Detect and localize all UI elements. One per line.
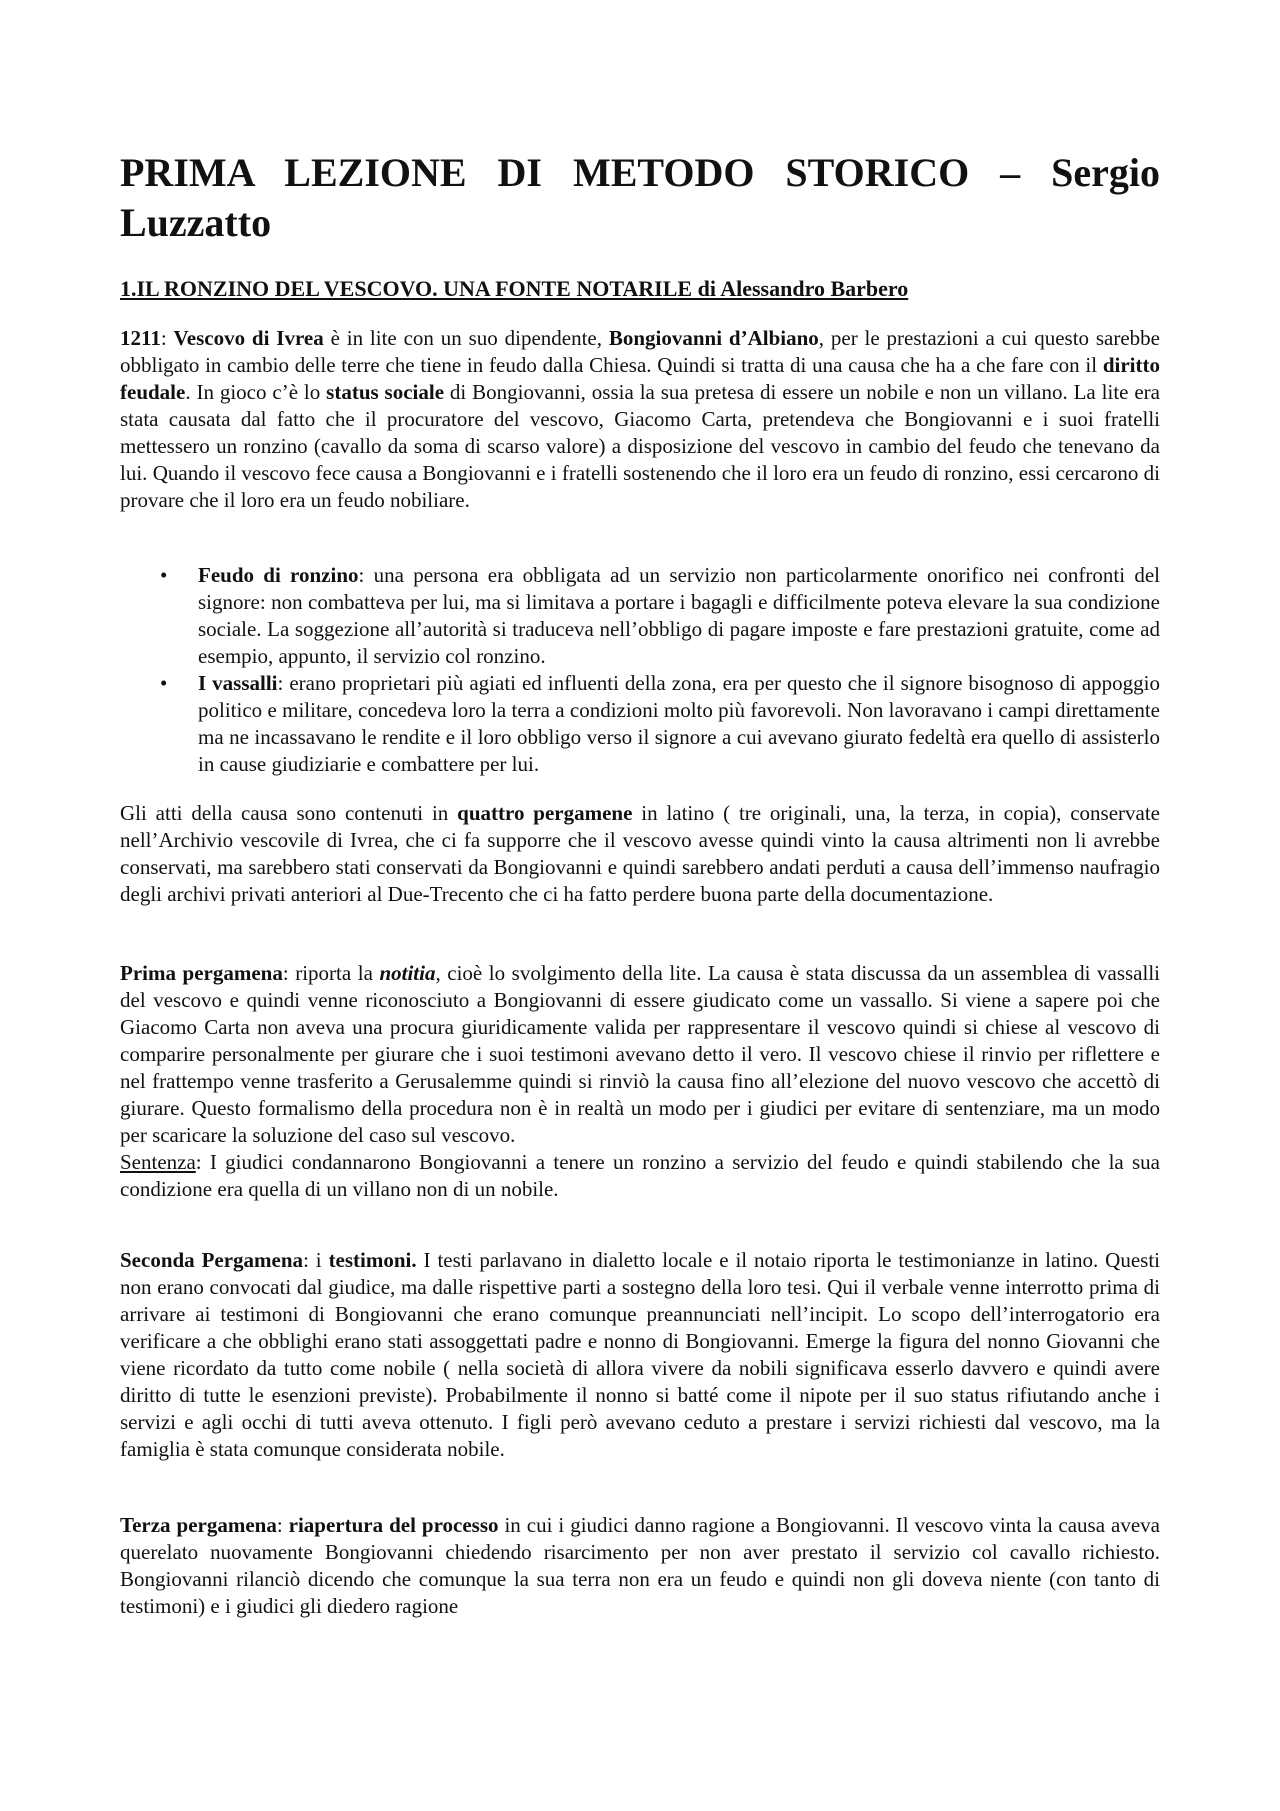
bullet-icon: • — [160, 563, 168, 587]
list-item-term: I vassalli — [198, 671, 278, 695]
four-parchments-term: quattro pergamene — [457, 801, 633, 825]
definitions-list-section — [120, 562, 1160, 778]
document-title: PRIMA LEZIONE DI METODO STORICO – Sergio Luzzatto — [120, 150, 1160, 245]
notitia-term: notitia — [379, 961, 436, 985]
sentenza-label: Sentenza — [120, 1150, 196, 1174]
list-item — [120, 562, 1160, 670]
atti-paragraph: Gli atti della causa sono contenuti in quattro pergamene in latino ( tre originali, una, la terza, in copia), conservate nell’Archivio vescovile di Ivrea, che ci fa supporre che il vescovo avesse quindi vinto la causa altrimenti non li avrebbe conservati, ma sarebbero stati conservati da Bongiovanni e quindi sarebbero andati perduti a causa dell’immenso naufragio degli archivi privati anteriori al Due-Trecento che ci ha fatto perdere buona parte della documentazione. — [120, 801, 1160, 906]
atti-section — [120, 800, 1160, 908]
chapter-heading: 1.IL RONZINO DEL VESCOVO. UNA FONTE NOTARILE di Alessandro Barbero — [120, 276, 909, 301]
terza-label: Terza pergamena — [120, 1513, 277, 1537]
seconda-paragraph: Seconda Pergamena: i testimoni. I testi parlavano in dialetto locale e il notaio riporta le testimonianze in latino. Questi non erano convocati dal giudice, ma dalle rispettive parti a sostegno della loro tesi. Qui il verbale venne interrotto prima di arrivare ai testimoni di Bongiovanni che erano comunque preannunciati nell’incipit. Lo scopo dell’interrogatorio era verificare a che obblighi erano stati assoggettati padre e nonno di Bongiovanni. Emerge la figura del nonno Giovanni che viene ricordato da tutto come nobile ( nella società di allora vivere da nobili significava esserlo davvero e quindi avere diritto di tutte le esenzioni previste). Probabilmente il nonno si batté come il nipote per il suo status rifiutando anche i servizi e agli occhi di tutti aveva ottenuto. I figli però avevano ceduto a prestare i servizi richiesti dal vescovo, ma la famiglia è stata comunque considerata nobile. — [120, 1248, 1160, 1461]
prima-label: Prima pergamena — [120, 961, 283, 985]
seconda-pergamena-section — [120, 1247, 1160, 1463]
terza-pergamena-section — [120, 1512, 1160, 1620]
testimoni-term: testimoni. — [328, 1248, 417, 1272]
intro-paragraph: 1211: Vescovo di Ivrea è in lite con un suo dipendente, Bongiovanni d’Albiano, per le prestazioni a cui questo sarebbe obbligato in cambio delle terre che tiene in feudo dalla Chiesa. Quindi si tratta di una causa che ha a che fare con il diritto feudale. In gioco c’è lo status sociale di Bongiovanni, ossia la sua pretesa di essere un nobile e non un villano. La lite era stata causata dal fatto che il procuratore del vescovo, Giacomo Carta, pretendeva che Bongiovanni e i suoi fratelli mettessero un ronzino (cavallo da soma di scarso valore) a disposizione del vescovo in cambio del feudo che tenevano da lui. Quando il vescovo fece causa a Bongiovanni e i fratelli sostenendo che il loro era un feudo di ronzino, essi cercarono di provare che il loro era un feudo nobiliare. — [120, 326, 1160, 512]
bishop-name: Vescovo di Ivrea — [173, 326, 324, 350]
bongiovanni-name: Bongiovanni d’Albiano — [608, 326, 819, 350]
list-item-text: : una persona era obbligata ad un servizio non particolarmente onorifico nei confronti del signore: non combatteva per lui, ma si limitava a portare i bagagli e difficilmente poteva elevare la sua condizione sociale. La soggezione all’autorità si traduceva nell’obbligo di pagare imposte e fare prestazioni gratuite, come ad esempio, appunto, il servizio col ronzino. — [198, 563, 1160, 668]
intro-section — [120, 325, 1160, 514]
year: 1211 — [120, 326, 161, 350]
seconda-label: Seconda Pergamena — [120, 1248, 304, 1272]
sentenza-paragraph: Sentenza: I giudici condannarono Bongiovanni a tenere un ronzino a servizio del feudo e quindi stabilendo che la sua condizione era quella di un villano non di un nobile. — [120, 1150, 1160, 1201]
social-status-term: status sociale — [326, 380, 445, 404]
feudal-law-term: diritto feudale — [120, 353, 1160, 404]
list-item — [120, 670, 1160, 778]
prima-pergamena-section — [120, 960, 1160, 1203]
definitions-list — [120, 562, 1160, 778]
list-item-text: : erano proprietari più agiati ed influenti della zona, era per questo che il signore bisognoso di appoggio politico e militare, concedeva loro la terra a condizioni molto più favorevoli. Non lavoravano i campi direttamente ma ne incassavano le rendite e il loro obbligo verso il signore a cui avevano giurato fedeltà era quello di assisterlo in cause giudiziarie e combattere per lui. — [198, 671, 1161, 776]
riapertura-term: riapertura del processo — [288, 1513, 499, 1537]
terza-paragraph: Terza pergamena: riapertura del processo in cui i giudici danno ragione a Bongiovanni. Il vescovo vinta la causa aveva querelato nuovamente Bongiovanni chiedendo risarcimento per non aver prestato il servizio col cavallo richiesto. Bongiovanni rilanciò dicendo che comunque la sua terra non era un feudo e quindi non gli doveva niente (con tanto di testimoni) e i giudici gli diedero ragione — [120, 1513, 1160, 1618]
prima-paragraph: Prima pergamena: riporta la notitia, cioè lo svolgimento della lite. La causa è stata discussa da un assemblea di vassalli del vescovo e quindi venne riconosciuto a Bongiovanni di essere giudicato come un vassallo. Si viene a sapere poi che Giacomo Carta non aveva una procura giuridicamente valida per rappresentare il vescovo quindi si chiese al vescovo di comparire personalmente per giurare che i suoi testimoni avevano detto il vero. Il vescovo chiese il rinvio per riflettere e nel frattempo venne trasferito a Gerusalemme quindi si rinviò la causa fino all’elezione del nuovo vescovo che accettò di giurare. Questo formalismo della procedura non è in realtà un modo per i giudici per evitare di sentenziare, ma un modo per scaricare la soluzione del caso sul vescovo. — [120, 961, 1160, 1147]
bullet-icon: • — [160, 671, 168, 695]
list-item-term: Feudo di ronzino — [198, 563, 359, 587]
